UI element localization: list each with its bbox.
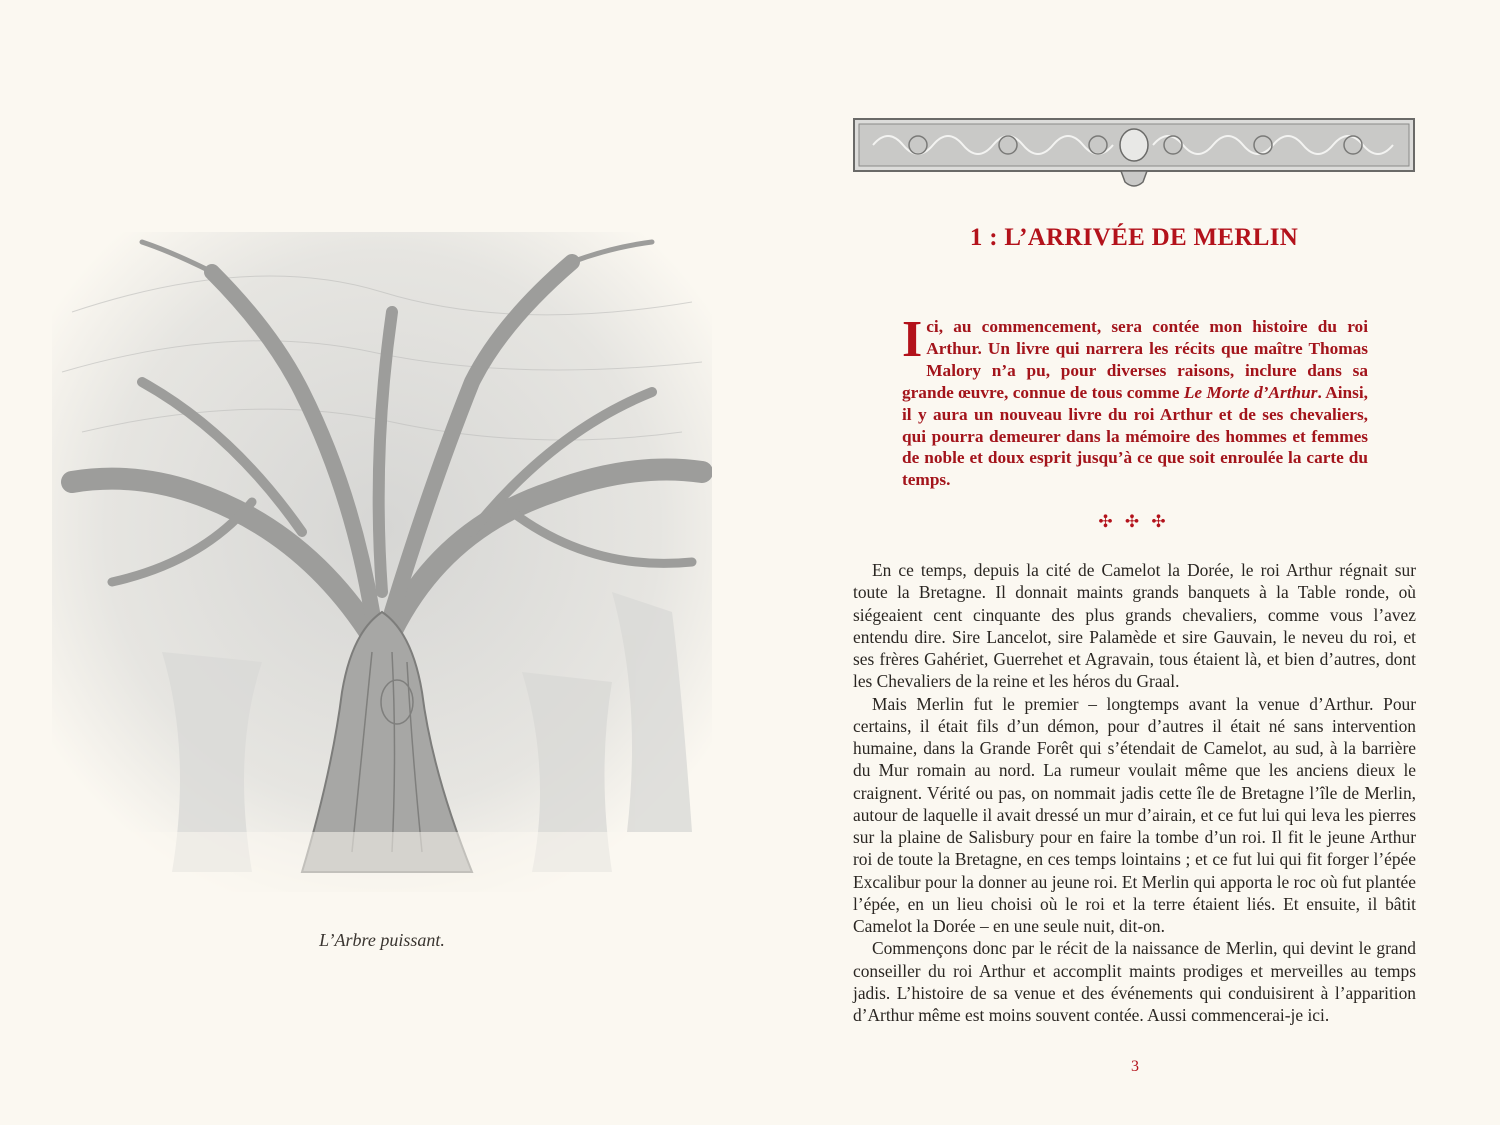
intro-paragraph <box>902 311 1368 491</box>
body-paragraph: En ce temps, depuis la cité de Camelot la Dorée, le roi Arthur régnait sur toute la Bretagne. Il donnait maints grands banquets à la Table ronde, où siégeaient cent cinquante des plus grands chevaliers, comme vous l’avez entendu dire. Sire Lancelot, sire Palamède et sire Gauvain, le neveu du roi, et ses frères Gahériet, Guerrehet et Agravain, tous étaient là, et bien d’autres, dont les Chevaliers de la reine et les héros du Graal. <box>853 560 1416 692</box>
body-paragraph: Commençons donc par le récit de la naissance de Merlin, qui devint le grand conseiller du roi Arthur et accomplit maints prodiges et merveilles au temps jadis. L’histoire de sa venue et des événements qui conduisirent à l’apparition d’Arthur même est moins souvent contée. Aussi commencerai-je ici. <box>853 938 1416 1025</box>
illustration-caption: L’Arbre puissant. <box>319 930 445 950</box>
section-separator: ✣ ✣ ✣ <box>1098 512 1170 531</box>
ornament-frieze-icon <box>853 118 1415 190</box>
intro-book-title: Le Morte d’Arthur <box>1183 382 1318 402</box>
intro-text-start: ci, au commencement, sera contée mon histoire du roi Arthur. Un livre qui narrera les récits que maître Thomas Malory n’a pu, pour diverses raisons, inclure dans sa grande œuvre, connue de tous comme <box>902 317 1368 402</box>
tree-illustration <box>52 232 712 892</box>
body-paragraph: Mais Merlin fut le premier – longtemps avant la venue d’Arthur. Pour certains, il était fils d’un démon, pour d’autres il était né sans intervention humaine, dans la Grande Forêt qui s’étendait de Camelot, au sud, à la barrière du Mur romain au nord. La rumeur voulait même que les anciens dieux le craignent. Vérité ou pas, on nommait jadis cette île de Bretagne l’île de Merlin, autour de laquelle il avait dressé un mur d’airain, et ce fut lui qui leva les pierres sur la plaine de Salisbury pour en faire la tombe d’un roi. Il fit le jeune Arthur roi de toute la Bretagne, en ces temps lointains ; et ce fut lui qui fit forger l’épée Excalibur pour la donner au jeune roi. Et Merlin qui apporta le roc où fut plantée l’épée, en un lieu choisi où le roi et la terre étaient liés. Et ensuite, il bâtit Camelot la Dorée – en une seule nuit, dit-on. <box>853 693 1416 936</box>
intro-text-end: . Ainsi, il y aura un nouveau livre du roi Arthur et de ses chevaliers, qui pourra demeurer dans la mémoire des hommes et femmes de noble et doux esprit jusqu’à ce que soit enroulée la carte du temps. <box>902 382 1368 490</box>
drop-cap: I <box>902 311 923 368</box>
page-number: 3 <box>1131 1058 1139 1075</box>
body-text <box>853 559 1416 1026</box>
chapter-title: 1 : L’ARRIVÉE DE MERLIN <box>969 224 1299 251</box>
